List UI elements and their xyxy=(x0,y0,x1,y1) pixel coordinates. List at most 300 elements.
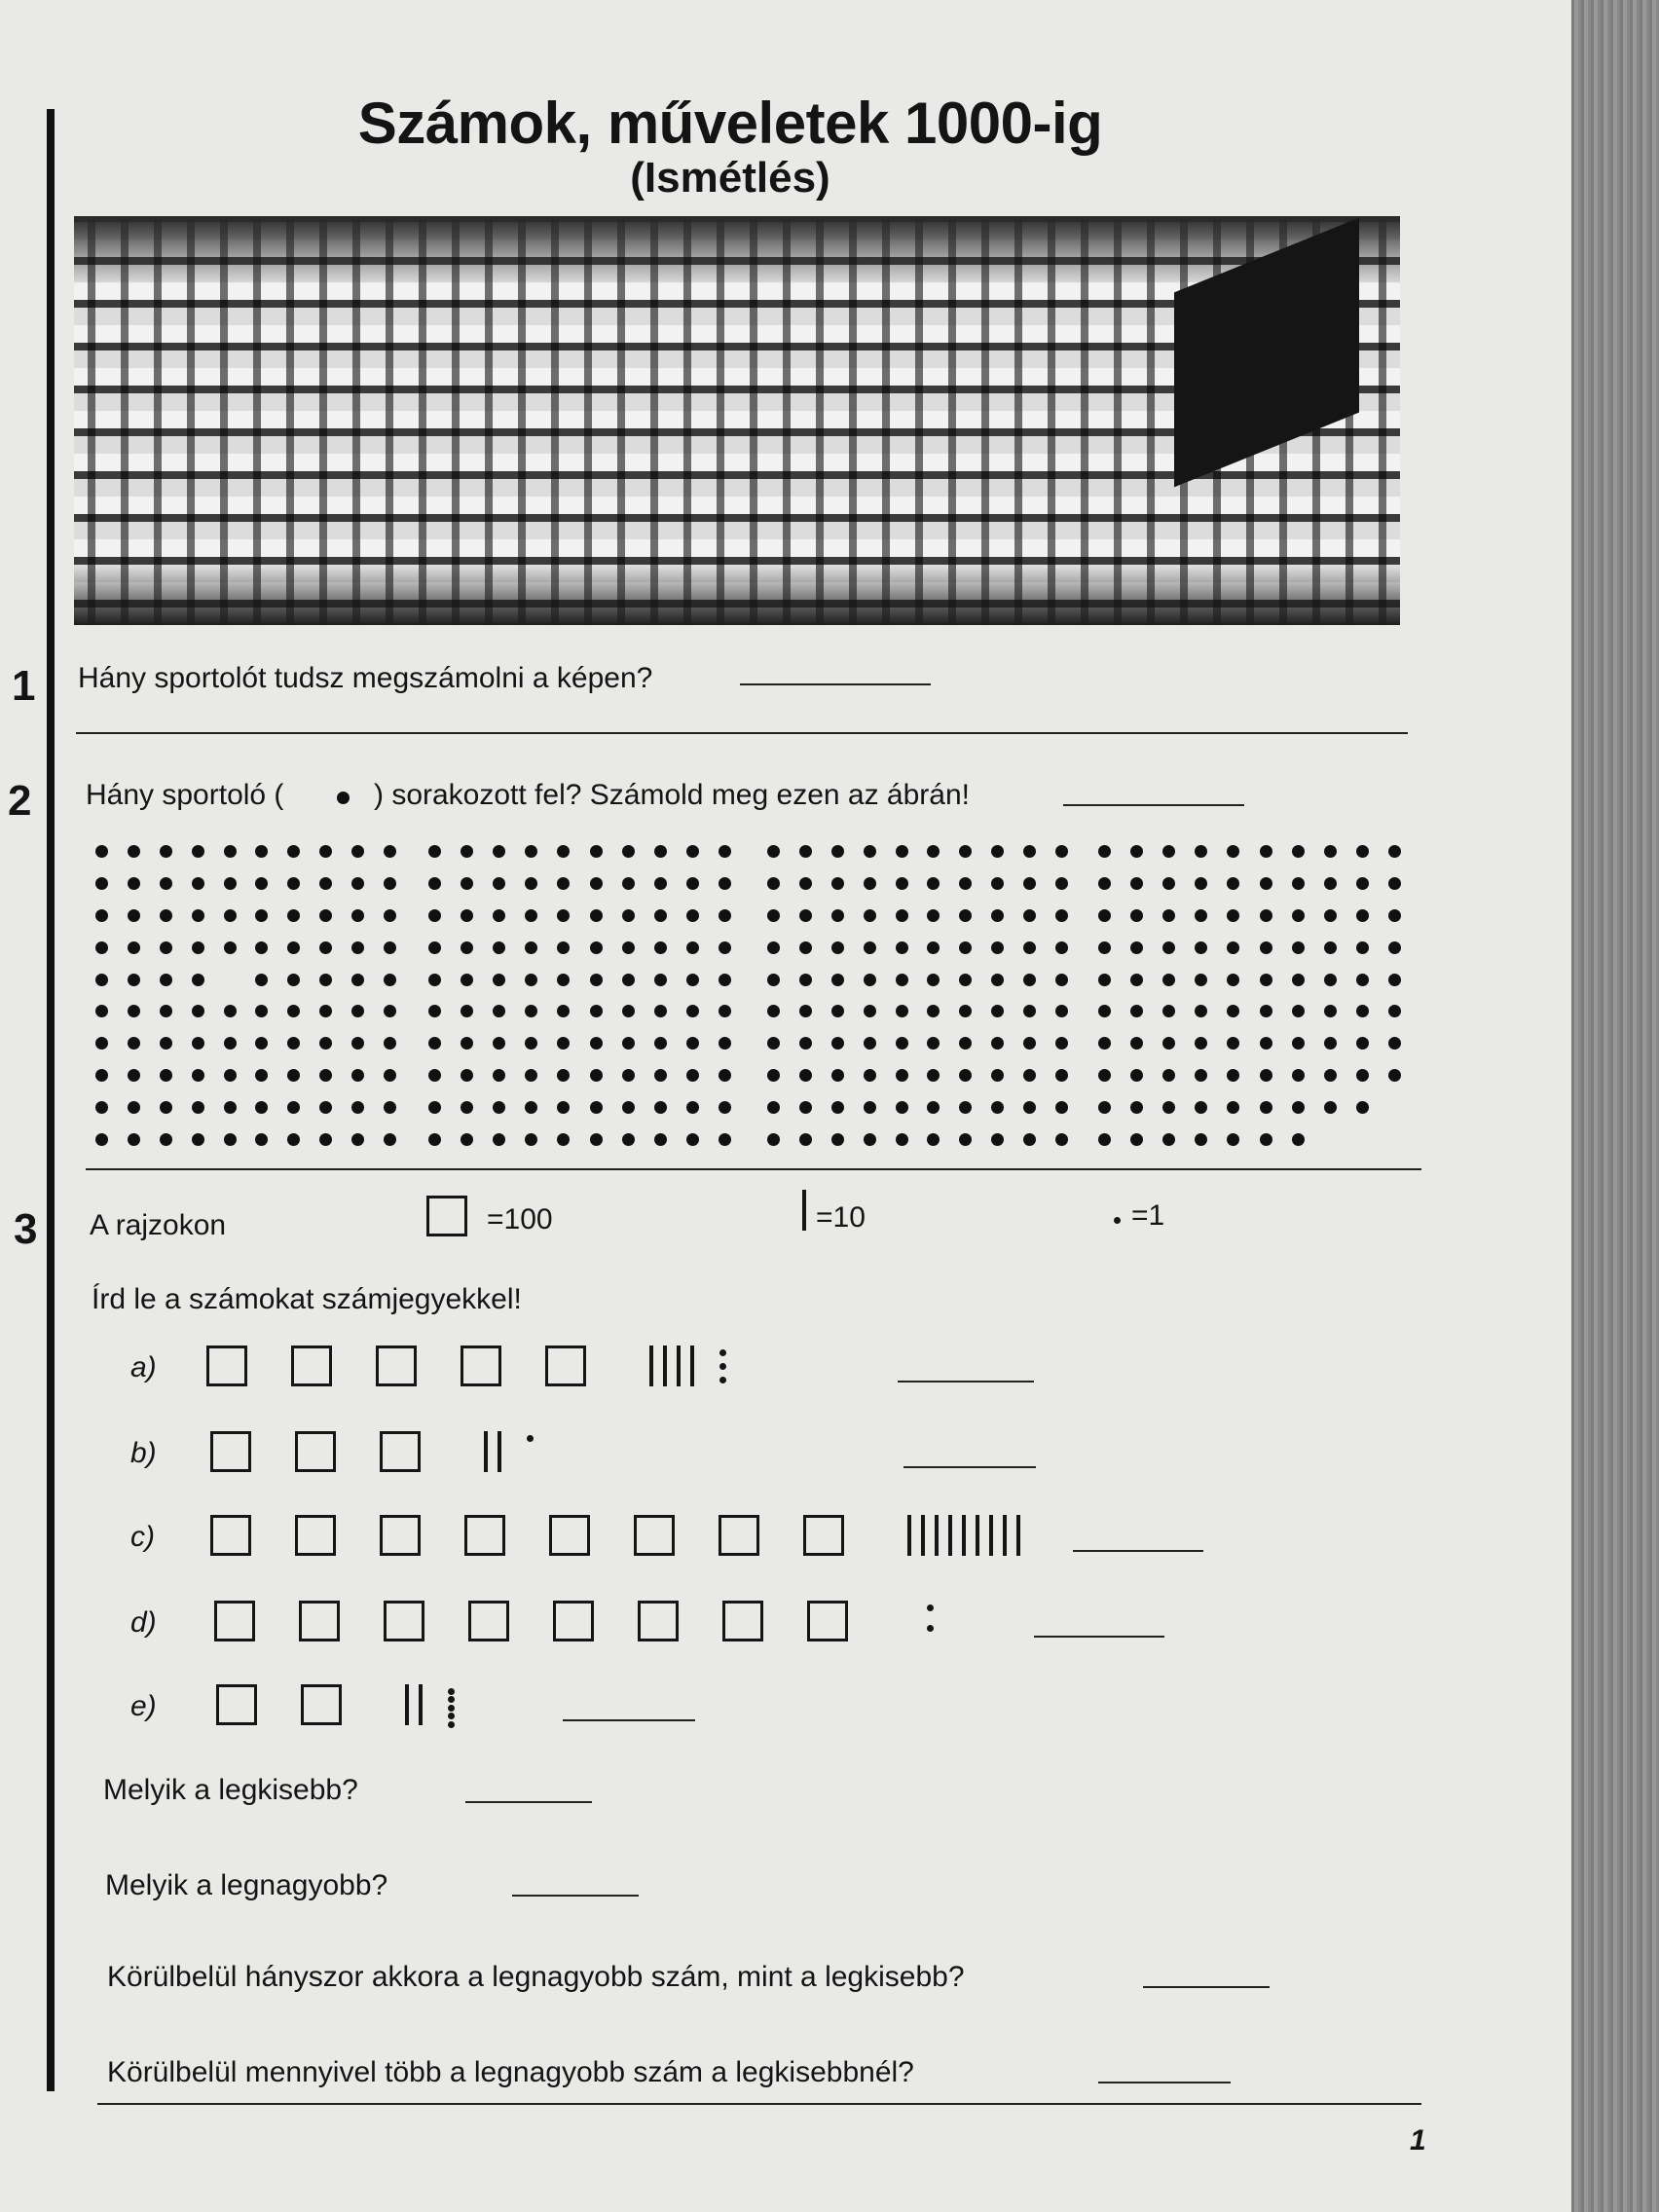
athlete-dot xyxy=(255,909,268,922)
athlete-dot xyxy=(1055,1133,1068,1146)
athlete-dot xyxy=(255,877,268,890)
dot-group xyxy=(767,845,913,990)
athlete-dot xyxy=(1162,1101,1175,1114)
athlete-dot xyxy=(1260,845,1272,858)
athlete-dot xyxy=(128,1133,140,1146)
athlete-dot xyxy=(831,974,844,986)
athlete-dot xyxy=(287,974,300,986)
ten-bar xyxy=(935,1515,939,1556)
dot-group xyxy=(428,845,574,990)
athlete-dot xyxy=(864,1101,876,1114)
athlete-dot xyxy=(525,1005,537,1017)
athlete-dot xyxy=(428,845,441,858)
athlete-dot xyxy=(1260,1133,1272,1146)
athlete-dot xyxy=(1292,1037,1305,1050)
athlete-dot xyxy=(192,845,204,858)
athlete-dot xyxy=(351,974,364,986)
athlete-dot xyxy=(525,941,537,954)
athlete-dot xyxy=(1023,845,1036,858)
athlete-dot xyxy=(864,909,876,922)
athlete-dot xyxy=(654,1005,667,1017)
hundred-square xyxy=(291,1346,332,1386)
athlete-dot xyxy=(461,1037,473,1050)
athlete-dot xyxy=(831,1101,844,1114)
athlete-dot xyxy=(991,941,1004,954)
athlete-dot xyxy=(1388,1005,1401,1017)
athlete-dot xyxy=(686,877,699,890)
hundred-square xyxy=(380,1515,421,1556)
ten-bar xyxy=(907,1515,911,1556)
athlete-dot xyxy=(128,877,140,890)
athlete-dot xyxy=(1324,877,1337,890)
bottom-rule xyxy=(97,2103,1421,2105)
athlete-dot xyxy=(1055,941,1068,954)
athlete-dot xyxy=(1162,1069,1175,1082)
athlete-dot xyxy=(525,909,537,922)
row-answer-line[interactable] xyxy=(563,1719,695,1721)
hundred-square xyxy=(380,1431,421,1472)
empty-slot xyxy=(1388,1133,1406,1150)
athlete-dot xyxy=(959,1101,972,1114)
athlete-dot xyxy=(1130,1101,1143,1114)
athlete-dot xyxy=(160,1101,172,1114)
athlete-dot xyxy=(719,845,731,858)
athlete-dot xyxy=(160,909,172,922)
athlete-dot xyxy=(1098,1005,1111,1017)
athlete-dot xyxy=(428,877,441,890)
athlete-dot xyxy=(896,1037,908,1050)
athlete-dot xyxy=(719,1037,731,1050)
athlete-dot xyxy=(1388,877,1401,890)
athlete-dot xyxy=(864,845,876,858)
athlete-dot xyxy=(654,1069,667,1082)
athlete-dot xyxy=(959,909,972,922)
athlete-dot xyxy=(255,845,268,858)
athlete-dot xyxy=(1195,1101,1207,1114)
athlete-dot xyxy=(224,845,237,858)
difference-answer-line[interactable] xyxy=(1098,2082,1231,2083)
hundred-square xyxy=(803,1515,844,1556)
athlete-dot xyxy=(799,941,812,954)
athlete-dot xyxy=(1162,877,1175,890)
hundred-square xyxy=(301,1684,342,1725)
athlete-dot xyxy=(1292,909,1305,922)
athlete-dot xyxy=(622,909,635,922)
athlete-dot xyxy=(831,909,844,922)
athlete-dot xyxy=(384,974,396,986)
athlete-dot xyxy=(525,974,537,986)
athlete-dot xyxy=(1227,1133,1239,1146)
athlete-dot xyxy=(622,877,635,890)
athlete-dot xyxy=(224,941,237,954)
athlete-dot xyxy=(799,1133,812,1146)
athlete-dot xyxy=(686,845,699,858)
hundred-square xyxy=(807,1601,848,1641)
athlete-dot xyxy=(95,909,108,922)
athlete-dot xyxy=(654,974,667,986)
athlete-dot xyxy=(287,877,300,890)
athlete-dot xyxy=(192,909,204,922)
athlete-dot xyxy=(1324,1037,1337,1050)
ten-bar xyxy=(948,1515,952,1556)
page-number: 1 xyxy=(1410,2124,1426,2157)
athlete-dot xyxy=(351,1037,364,1050)
athlete-dot xyxy=(1162,1037,1175,1050)
athlete-dot xyxy=(1055,909,1068,922)
athlete-dot xyxy=(557,1133,570,1146)
hundred-square xyxy=(468,1601,509,1641)
athlete-dot xyxy=(864,877,876,890)
athlete-dot xyxy=(991,1037,1004,1050)
athlete-dot xyxy=(1388,845,1401,858)
row-label: b) xyxy=(130,1437,157,1469)
athlete-dot xyxy=(287,1133,300,1146)
athlete-dot xyxy=(128,845,140,858)
athlete-dot xyxy=(1098,1133,1111,1146)
athlete-dot xyxy=(1324,941,1337,954)
hundred-square xyxy=(638,1601,679,1641)
athlete-dot xyxy=(557,877,570,890)
athlete-dot xyxy=(719,974,731,986)
athlete-dot xyxy=(927,845,940,858)
athlete-dot xyxy=(428,1037,441,1050)
athlete-dot xyxy=(557,941,570,954)
athlete-dot xyxy=(493,1005,505,1017)
athlete-dot xyxy=(1260,941,1272,954)
athlete-dot xyxy=(799,1101,812,1114)
smallest-answer-line[interactable] xyxy=(465,1801,592,1803)
dot-group xyxy=(1098,1005,1244,1150)
athlete-dot xyxy=(428,974,441,986)
athlete-dot xyxy=(991,1005,1004,1017)
hundred-square xyxy=(553,1601,594,1641)
exercise-2-number: 2 xyxy=(8,777,32,825)
athlete-dot xyxy=(428,1101,441,1114)
athlete-dot xyxy=(1388,909,1401,922)
athlete-dot xyxy=(1055,877,1068,890)
athlete-dot xyxy=(493,1037,505,1050)
row-answer-line[interactable] xyxy=(898,1381,1034,1382)
athlete-dot xyxy=(428,1069,441,1082)
times-answer-line[interactable] xyxy=(1143,1986,1270,1988)
athlete-dot xyxy=(959,1037,972,1050)
hundred-square xyxy=(295,1431,336,1472)
athlete-dot xyxy=(767,1101,780,1114)
athlete-dot xyxy=(864,974,876,986)
athlete-dot xyxy=(557,1037,570,1050)
athlete-dot xyxy=(493,1101,505,1114)
athlete-dot xyxy=(927,1101,940,1114)
athlete-dot xyxy=(192,877,204,890)
athlete-dot xyxy=(255,974,268,986)
athlete-dot xyxy=(799,1069,812,1082)
hundred-square xyxy=(719,1515,759,1556)
empty-slot xyxy=(224,974,241,990)
athlete-dot xyxy=(1023,877,1036,890)
athlete-dot xyxy=(654,1037,667,1050)
athlete-dot xyxy=(1292,877,1305,890)
athlete-dot xyxy=(927,877,940,890)
athlete-dot xyxy=(287,1005,300,1017)
hundred-square xyxy=(299,1601,340,1641)
athlete-dot xyxy=(1098,1069,1111,1082)
athlete-dot xyxy=(557,1069,570,1082)
athlete-dot xyxy=(287,941,300,954)
athlete-dot xyxy=(351,1069,364,1082)
athlete-dot xyxy=(1055,845,1068,858)
row-answer-line[interactable] xyxy=(1073,1550,1203,1552)
athlete-dot xyxy=(991,909,1004,922)
row-answer-line[interactable] xyxy=(903,1466,1036,1468)
athlete-dot xyxy=(686,1101,699,1114)
legend-dot-value: =1 xyxy=(1131,1199,1165,1232)
athlete-dot xyxy=(319,877,332,890)
row-answer-line[interactable] xyxy=(1034,1636,1164,1638)
athlete-dot xyxy=(831,1037,844,1050)
exercise-1-question: Hány sportolót tudsz megszámolni a képen? xyxy=(78,662,653,694)
athlete-dot xyxy=(799,909,812,922)
exercise-2-answer-line[interactable] xyxy=(1063,804,1244,806)
athlete-dot xyxy=(287,845,300,858)
exercise-2-question-start: Hány sportoló ( xyxy=(86,779,284,811)
athlete-dot xyxy=(128,909,140,922)
hundred-square-icon xyxy=(426,1196,467,1236)
divider-1 xyxy=(76,732,1408,734)
athlete-dot xyxy=(160,941,172,954)
ten-bar xyxy=(1016,1515,1020,1556)
athlete-dot xyxy=(1023,909,1036,922)
athlete-dot xyxy=(686,974,699,986)
athlete-dot xyxy=(1130,1069,1143,1082)
athlete-dot xyxy=(493,845,505,858)
athlete-dot xyxy=(384,941,396,954)
athlete-dot xyxy=(192,941,204,954)
athlete-dot xyxy=(991,877,1004,890)
page-title: Számok, műveletek 1000-ig xyxy=(357,91,1103,156)
empty-slot xyxy=(1324,1133,1342,1150)
athlete-dot xyxy=(1195,909,1207,922)
athlete-dot xyxy=(831,1133,844,1146)
athlete-dot xyxy=(719,1005,731,1017)
athlete-dot xyxy=(1162,974,1175,986)
athlete-dot xyxy=(1356,1069,1369,1082)
athlete-dot xyxy=(319,1005,332,1017)
one-dot xyxy=(448,1688,455,1695)
athlete-dot xyxy=(351,1133,364,1146)
athlete-dot xyxy=(799,974,812,986)
ten-bar xyxy=(405,1684,409,1725)
ten-bar xyxy=(1003,1515,1007,1556)
athlete-dot xyxy=(927,1133,940,1146)
athlete-dot xyxy=(1023,1133,1036,1146)
ten-bar xyxy=(677,1346,681,1386)
athlete-dot xyxy=(1324,974,1337,986)
athlete-dot xyxy=(654,909,667,922)
athlete-dot xyxy=(1227,1101,1239,1114)
athlete-dot xyxy=(1292,1005,1305,1017)
athlete-dot xyxy=(351,1005,364,1017)
athlete-dot xyxy=(831,941,844,954)
athlete-dot xyxy=(1023,974,1036,986)
exercise-1-answer-line[interactable] xyxy=(740,683,931,685)
athlete-dot xyxy=(287,1101,300,1114)
ten-bar xyxy=(484,1431,488,1472)
empty-slot xyxy=(1388,1101,1406,1118)
dot-group xyxy=(1098,845,1244,990)
athlete-dot xyxy=(1023,1037,1036,1050)
athlete-dot xyxy=(719,1133,731,1146)
athlete-dot xyxy=(351,845,364,858)
athlete-dot xyxy=(557,974,570,986)
athlete-dot xyxy=(896,877,908,890)
athlete-dot xyxy=(95,1133,108,1146)
one-dot xyxy=(927,1625,934,1632)
athlete-dot xyxy=(1098,909,1111,922)
athlete-dot xyxy=(1130,845,1143,858)
athlete-dot xyxy=(319,909,332,922)
athlete-dot xyxy=(831,877,844,890)
athlete-dot xyxy=(461,909,473,922)
athlete-dot xyxy=(1162,941,1175,954)
athlete-dot xyxy=(767,909,780,922)
athlete-dot xyxy=(461,941,473,954)
dot-group xyxy=(95,845,241,990)
athlete-dot xyxy=(1227,1069,1239,1082)
athlete-dot xyxy=(1098,877,1111,890)
athlete-dot xyxy=(959,1005,972,1017)
dot-group xyxy=(255,845,401,990)
athlete-dot xyxy=(95,877,108,890)
athlete-dot xyxy=(896,1133,908,1146)
athlete-dot xyxy=(1055,1101,1068,1114)
athlete-dot xyxy=(686,1005,699,1017)
question-largest: Melyik a legnagyobb? xyxy=(105,1869,388,1901)
athlete-dot xyxy=(493,941,505,954)
athlete-dot xyxy=(864,941,876,954)
athlete-dot xyxy=(991,1069,1004,1082)
athlete-dot xyxy=(991,845,1004,858)
exercise-3-intro: A rajzokon xyxy=(90,1209,227,1241)
athlete-dot xyxy=(1227,909,1239,922)
athlete-dot xyxy=(831,845,844,858)
athlete-dot xyxy=(991,1133,1004,1146)
athlete-dot xyxy=(160,1005,172,1017)
page-subtitle: (Ismétlés) xyxy=(630,154,830,202)
largest-answer-line[interactable] xyxy=(512,1895,639,1897)
athlete-dot xyxy=(1388,1069,1401,1082)
athlete-dot xyxy=(799,1037,812,1050)
athlete-dot xyxy=(767,1037,780,1050)
hundred-square xyxy=(214,1601,255,1641)
athlete-dot xyxy=(1227,877,1239,890)
athlete-dot xyxy=(428,1005,441,1017)
athlete-dot xyxy=(590,974,603,986)
athlete-dot xyxy=(767,1005,780,1017)
one-dot xyxy=(527,1435,534,1442)
athlete-dot xyxy=(192,1133,204,1146)
ten-bar xyxy=(419,1684,423,1725)
athlete-dot xyxy=(1388,1037,1401,1050)
athlete-dot xyxy=(319,1101,332,1114)
athlete-dot xyxy=(799,877,812,890)
athlete-dot xyxy=(1055,1037,1068,1050)
athlete-dot xyxy=(557,845,570,858)
athlete-dot xyxy=(384,845,396,858)
athlete-dot xyxy=(767,1069,780,1082)
athlete-dot xyxy=(590,845,603,858)
athlete-dot xyxy=(525,845,537,858)
athlete-dot xyxy=(1324,1101,1337,1114)
dot-group xyxy=(95,1005,241,1150)
athlete-dot xyxy=(896,845,908,858)
ten-bar xyxy=(962,1515,966,1556)
athlete-dot xyxy=(319,1069,332,1082)
athlete-dot xyxy=(1098,1101,1111,1114)
athlete-dot xyxy=(428,941,441,954)
athlete-dot xyxy=(799,1005,812,1017)
athlete-dot xyxy=(1324,1069,1337,1082)
one-dot xyxy=(719,1349,726,1356)
athletes-parade-photo xyxy=(74,216,1400,625)
athlete-dot xyxy=(654,877,667,890)
athlete-dot xyxy=(428,909,441,922)
athlete-dot xyxy=(1130,909,1143,922)
athlete-dot xyxy=(1130,941,1143,954)
athlete-dot xyxy=(192,1037,204,1050)
athlete-dot xyxy=(959,1069,972,1082)
athlete-dot xyxy=(590,1005,603,1017)
athlete-dot xyxy=(1055,974,1068,986)
athlete-dot xyxy=(95,845,108,858)
athlete-dot xyxy=(255,1101,268,1114)
athlete-dot xyxy=(719,941,731,954)
athlete-dot xyxy=(287,909,300,922)
athlete-dot xyxy=(896,1005,908,1017)
athlete-dot xyxy=(864,1037,876,1050)
athlete-dot xyxy=(719,1069,731,1082)
athlete-dot xyxy=(95,941,108,954)
athlete-dot xyxy=(428,1133,441,1146)
athlete-dot xyxy=(128,1101,140,1114)
athlete-dot xyxy=(896,1069,908,1082)
athlete-dot xyxy=(224,909,237,922)
row-label: d) xyxy=(130,1606,157,1639)
one-dot xyxy=(448,1713,455,1719)
athlete-dot xyxy=(255,1133,268,1146)
athlete-dot xyxy=(959,845,972,858)
hundred-square xyxy=(464,1515,505,1556)
hundred-square xyxy=(634,1515,675,1556)
athlete-dot xyxy=(160,1037,172,1050)
athlete-dot xyxy=(1292,845,1305,858)
athlete-dot xyxy=(192,974,204,986)
athlete-dot xyxy=(384,1069,396,1082)
athlete-dot xyxy=(1388,941,1401,954)
athlete-dot xyxy=(557,909,570,922)
dot-group xyxy=(927,845,1073,990)
athlete-dot xyxy=(1388,974,1401,986)
athlete-dot xyxy=(622,1101,635,1114)
athlete-dot xyxy=(351,909,364,922)
athlete-dot xyxy=(255,1069,268,1082)
athlete-dot xyxy=(959,974,972,986)
athlete-dot xyxy=(1260,974,1272,986)
row-label: c) xyxy=(130,1521,155,1553)
athlete-dot xyxy=(1098,941,1111,954)
athlete-dot xyxy=(95,1101,108,1114)
athlete-dot xyxy=(719,877,731,890)
athlete-dot xyxy=(493,909,505,922)
